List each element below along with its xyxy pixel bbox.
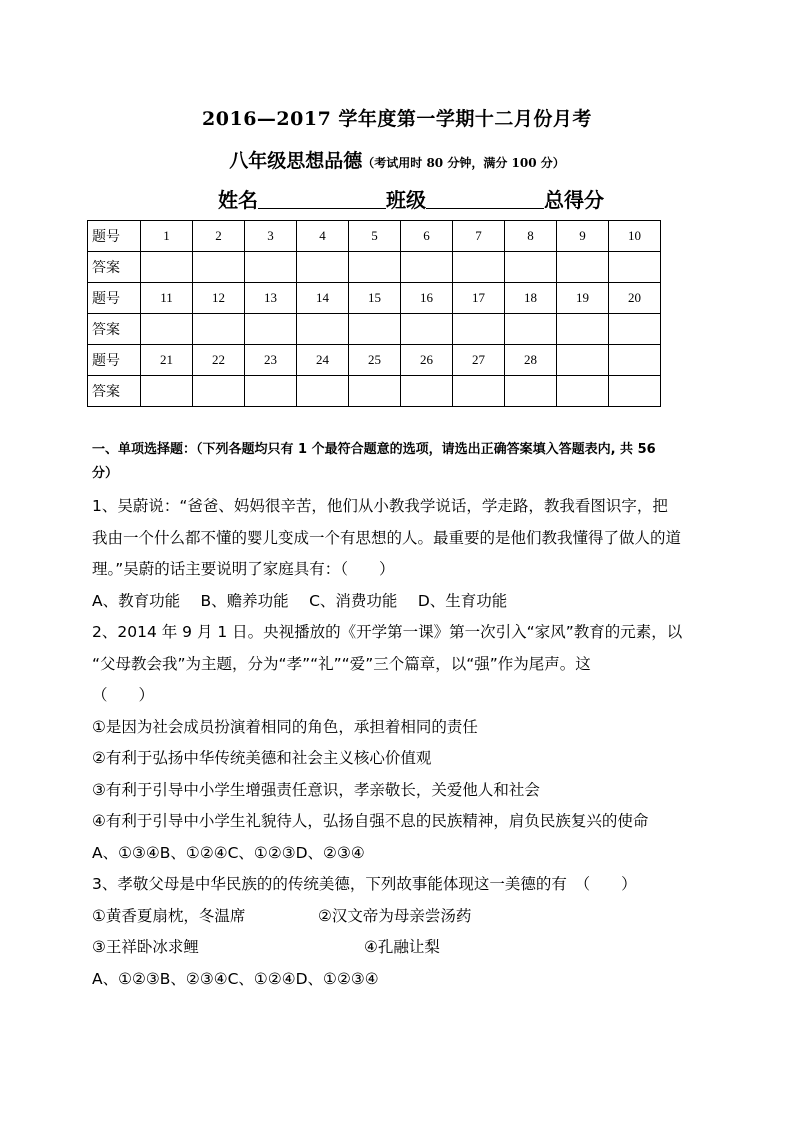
question-number-cell: 2 [193,221,245,252]
answer-cell[interactable] [297,314,349,345]
question-number-cell: 4 [297,221,349,252]
question-2-options: A、①③④B、①②④C、①②③D、②③④ [92,843,365,862]
answer-cell[interactable] [609,376,661,407]
question-number-cell: 5 [349,221,401,252]
question-1-line: 理。”吴蔚的话主要说明了家庭具有：（ ） [92,560,395,578]
row-label: 题号 [88,221,141,252]
question-3-line: 3、孝敬父母是中华民族的的传统美德，下列故事能体现这一美德的有 （ ） [92,875,637,893]
answer-table-row [88,252,661,283]
answer-cell[interactable] [193,252,245,283]
question-number-cell: 28 [505,345,557,376]
question-number-cell: 23 [245,345,297,376]
answer-cell[interactable] [297,252,349,283]
answer-cell[interactable] [453,314,505,345]
answer-table-row [88,283,661,314]
question-3-statements-row [92,932,704,964]
question-3-statement: ④孔融让梨 [364,938,440,956]
question-number-cell: 19 [557,283,609,314]
question-3-statements-row [92,901,704,933]
question-number-cell: 13 [245,283,297,314]
question-3-statement: ①黄香夏扇枕，冬温席 [92,906,246,925]
question-number-cell: 1 [141,221,193,252]
question-2-statement: ①是因为社会成员扮演着相同的角色，承担着相同的责任 [92,717,478,736]
answer-cell[interactable] [245,376,297,407]
answer-cell[interactable] [401,252,453,283]
question-2-statement: ③有利于引导中小学生增强责任意识，孝亲敬长，关爱他人和社会 [92,780,540,799]
answer-cell[interactable] [609,314,661,345]
question-number-cell: 24 [297,345,349,376]
question-number-cell: 14 [297,283,349,314]
question-number-cell: 16 [401,283,453,314]
question-number-cell: 7 [453,221,505,252]
answer-table-row [88,376,661,407]
answer-cell[interactable] [557,314,609,345]
question-2-line: 2、2014 年 9 月 1 日。央视播放的《开学第一课》第一次引入“家风”教育的元素，以 [92,623,683,641]
answer-table-row [88,314,661,345]
question-1-line: 1、吴蔚说：“爸爸、妈妈很辛苦，他们从小教我学说话，学走路，教我看图识字，把 [92,497,668,515]
question-number-cell: 26 [401,345,453,376]
answer-cell[interactable] [401,376,453,407]
question-number-cell: 10 [609,221,661,252]
answer-cell[interactable] [141,376,193,407]
exam-subtitle [0,146,794,173]
answer-cell[interactable] [349,252,401,283]
question-1-line: 我由一个什么都不懂的婴儿变成一个有思想的人。最重要的是他们教我懂得了做人的道 [92,528,682,547]
questions-block [92,491,704,995]
answer-cell[interactable] [245,252,297,283]
question-number-cell: 22 [193,345,245,376]
answer-table-row [88,345,661,376]
question-2-statement: ②有利于弘扬中华传统美德和社会主义核心价值观 [92,749,432,767]
answer-cell[interactable] [193,314,245,345]
answer-cell[interactable] [193,376,245,407]
question-number-cell: 27 [453,345,505,376]
name-label: 姓名 [218,188,258,212]
name-blank[interactable] [258,188,386,209]
question-1-options: A、教育功能 B、赡养功能 C、消费功能 D、生育功能 [92,591,508,610]
answer-cell[interactable] [453,252,505,283]
row-label: 答案 [88,252,141,283]
question-number-cell: 6 [401,221,453,252]
row-label: 题号 [88,345,141,376]
row-label: 题号 [88,283,141,314]
answer-cell[interactable] [245,314,297,345]
question-number-cell: 17 [453,283,505,314]
question-number-cell: 9 [557,221,609,252]
question-2-line: “父母教会我”为主题，分为“孝”“礼”“爱”三个篇章，以“强”作为尾声。这 [92,654,591,673]
score-label: 总得分 [544,188,604,212]
row-label: 答案 [88,314,141,345]
answer-cell[interactable] [557,376,609,407]
answer-table [87,220,661,407]
question-number-cell: 12 [193,283,245,314]
class-blank[interactable] [426,188,544,209]
answer-cell[interactable] [505,314,557,345]
question-number-cell: 3 [245,221,297,252]
subtitle-main: 八年级思想品德 [229,150,363,172]
answer-cell[interactable] [609,252,661,283]
subtitle-note: （考试用时 80 分钟，满分 100 分） [362,156,565,170]
answer-cell[interactable] [557,252,609,283]
section-heading-line: 分） [92,466,119,481]
question-number-cell: 15 [349,283,401,314]
question-number-cell: 18 [505,283,557,314]
question-number-cell: 21 [141,345,193,376]
answer-cell[interactable] [349,314,401,345]
question-number-cell [609,345,661,376]
answer-cell[interactable] [349,376,401,407]
question-number-cell: 8 [505,221,557,252]
question-3-statement: ②汉文帝为母亲尝汤药 [318,906,472,925]
answer-table-row [88,221,661,252]
student-info-line [218,184,604,213]
class-label: 班级 [386,188,426,212]
question-2-line: （ ） [92,686,155,704]
question-number-cell [557,345,609,376]
question-number-cell: 25 [349,345,401,376]
answer-cell[interactable] [141,314,193,345]
row-label: 答案 [88,376,141,407]
answer-cell[interactable] [141,252,193,283]
answer-cell[interactable] [453,376,505,407]
exam-title: 2016—2017 学年度第一学期十二月份月考 [202,108,592,130]
question-3-statement: ③王祥卧冰求鲤 [92,938,199,956]
section-heading [92,438,702,486]
answer-cell[interactable] [297,376,349,407]
section-heading-line: 一、单项选择题：（下列各题均只有 1 个最符合题意的选项，请选出正确答案填入答题表内, 共 56 [92,442,656,457]
question-number-cell: 11 [141,283,193,314]
question-3-options: A、①②③B、②③④C、①②④D、①②③④ [92,969,379,988]
question-number-cell: 20 [609,283,661,314]
question-2-statement: ④有利于引导中小学生礼貌待人，弘扬自强不息的民族精神，肩负民族复兴的使命 [92,812,649,830]
answer-cell[interactable] [505,376,557,407]
answer-cell[interactable] [401,314,453,345]
answer-cell[interactable] [505,252,557,283]
